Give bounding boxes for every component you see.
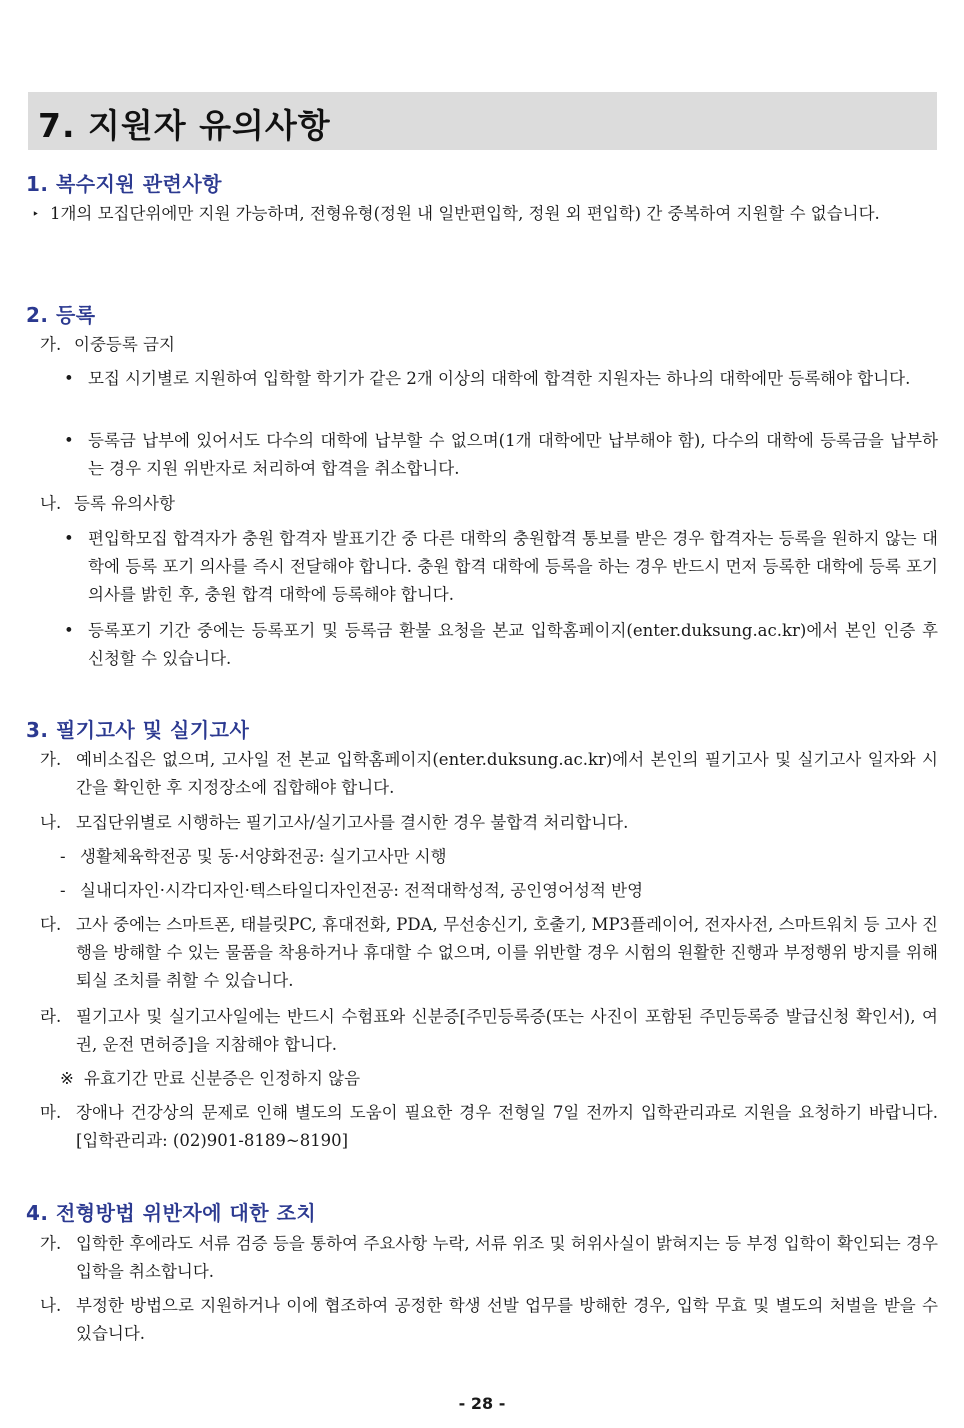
section-4-a — [40, 1230, 938, 1286]
subheading: 등록 유의사항 — [74, 494, 175, 513]
list-marker: 다. — [40, 915, 62, 934]
paragraph: 실내디자인·시각디자인·텍스타일디자인전공: 전적대학성적, 공인영어성적 반영 — [80, 881, 644, 900]
section-3-d-note — [60, 1065, 938, 1093]
section-1-heading: 1. 복수지원 관련사항 — [26, 172, 222, 196]
section-2-b-title — [40, 490, 938, 518]
section-3-a — [40, 746, 938, 802]
section-3-e — [40, 1099, 938, 1155]
section-3-c — [40, 911, 938, 995]
section-2-b-bullet-2 — [64, 617, 938, 673]
section-3-b-dash-1 — [60, 843, 938, 871]
paragraph: 고사 중에는 스마트폰, 태블릿PC, 휴대전화, PDA, 무선송신기, 호출기, MP3플레이어, 전자사전, 스마트워치 등 고사 진행을 방해할 수 있는 물품을 착용하거나 휴대할 수 없으며, 이를 위반할 경우 시험의 원활한 진행과 부정행위 방지를 위해 퇴실 조치를 취할 수 있습니다. — [76, 915, 938, 990]
paragraph: 예비소집은 없으며, 고사일 전 본교 입학홈페이지(enter.duksung.ac.kr)에서 본인의 필기고사 및 실기고사 일자와 시간을 확인한 후 지정장소에 집합해야 합니다. — [76, 750, 938, 797]
paragraph: 부정한 방법으로 지원하거나 이에 협조하여 공정한 학생 선발 업무를 방해한 경우, 입학 무효 및 별도의 처벌을 받을 수 있습니다. — [76, 1296, 938, 1343]
paragraph: 장애나 건강상의 문제로 인해 별도의 도움이 필요한 경우 전형일 7일 전까지 입학관리과로 지원을 요청하기 바랍니다. [입학관리과: (02)901-8189~8190] — [76, 1103, 938, 1150]
bullet-marker: ‣ — [32, 207, 40, 221]
page-title: 7. 지원자 유의사항 — [38, 106, 331, 145]
subheading: 이중등록 금지 — [74, 335, 175, 354]
list-marker: 라. — [40, 1007, 62, 1026]
paragraph: 편입학모집 합격자가 충원 합격자 발표기간 중 다른 대학의 충원합격 통보를 받은 경우 합격자는 등록을 원하지 않는 대학에 등록 포기 의사를 즉시 전달해야 합니다. 충원 합격 대학에 등록을 하는 경우 반드시 먼저 등록한 대학에 등록 포기 의사를 밝힌 후, 충원 합격 대학에 등록해야 합니다. — [88, 529, 938, 604]
section-4-heading: 4. 전형방법 위반자에 대한 조치 — [26, 1201, 317, 1225]
section-2-heading: 2. 등록 — [26, 303, 96, 327]
bullet-marker: • — [64, 369, 74, 388]
section-2-b-bullet-1 — [64, 525, 938, 609]
bullet-marker: • — [64, 529, 74, 548]
section-2-a-title — [40, 331, 938, 359]
list-marker: 마. — [40, 1103, 62, 1122]
section-1-item — [32, 200, 938, 228]
list-marker: 가. — [40, 1234, 62, 1253]
bullet-marker: • — [64, 431, 74, 450]
section-2-a-bullet-1 — [64, 365, 938, 393]
dash-marker: - — [60, 847, 66, 866]
dash-marker: - — [60, 881, 66, 900]
section-2-a-bullet-2 — [64, 427, 938, 483]
paragraph: 필기고사 및 실기고사일에는 반드시 수험표와 신분증[주민등록증(또는 사진이 포함된 주민등록증 발급신청 확인서), 여권, 운전 면허증]을 지참해야 합니다. — [76, 1007, 938, 1054]
paragraph: 생활체육학전공 및 동·서양화전공: 실기고사만 시행 — [80, 847, 447, 866]
note-marker: ※ — [60, 1069, 74, 1088]
paragraph: 모집 시기별로 지원하여 입학할 학기가 같은 2개 이상의 대학에 합격한 지원자는 하나의 대학에만 등록해야 합니다. — [88, 369, 911, 388]
paragraph: 1개의 모집단위에만 지원 가능하며, 전형유형(정원 내 일반편입학, 정원 외 편입학) 간 중복하여 지원할 수 없습니다. — [50, 204, 880, 223]
section-4-b — [40, 1292, 938, 1348]
list-marker: 나. — [40, 1296, 62, 1315]
section-3-b-dash-2 — [60, 877, 938, 905]
section-3-heading: 3. 필기고사 및 실기고사 — [26, 718, 250, 742]
paragraph: 등록포기 기간 중에는 등록포기 및 등록금 환불 요청을 본교 입학홈페이지(enter.duksung.ac.kr)에서 본인 인증 후 신청할 수 있습니다. — [88, 621, 938, 668]
list-marker: 가. — [40, 750, 62, 769]
list-marker: 가. — [40, 335, 62, 354]
paragraph: 입학한 후에라도 서류 검증 등을 통하여 주요사항 누락, 서류 위조 및 허위사실이 밝혀지는 등 부정 입학이 확인되는 경우 입학을 취소합니다. — [76, 1234, 938, 1281]
paragraph: 유효기간 만료 신분증은 인정하지 않음 — [84, 1069, 361, 1088]
section-3-b — [40, 809, 938, 837]
paragraph: 등록금 납부에 있어서도 다수의 대학에 납부할 수 없으며(1개 대학에만 납부해야 함), 다수의 대학에 등록금을 납부하는 경우 지원 위반자로 처리하여 합격을 취소합니다. — [88, 431, 938, 478]
paragraph: 모집단위별로 시행하는 필기고사/실기고사를 결시한 경우 불합격 처리합니다. — [76, 813, 629, 832]
title-bar — [28, 92, 937, 150]
list-marker: 나. — [40, 813, 62, 832]
page-number: - 28 - — [458, 1394, 506, 1413]
section-3-d — [40, 1003, 938, 1059]
list-marker: 나. — [40, 494, 62, 513]
bullet-marker: • — [64, 621, 74, 640]
